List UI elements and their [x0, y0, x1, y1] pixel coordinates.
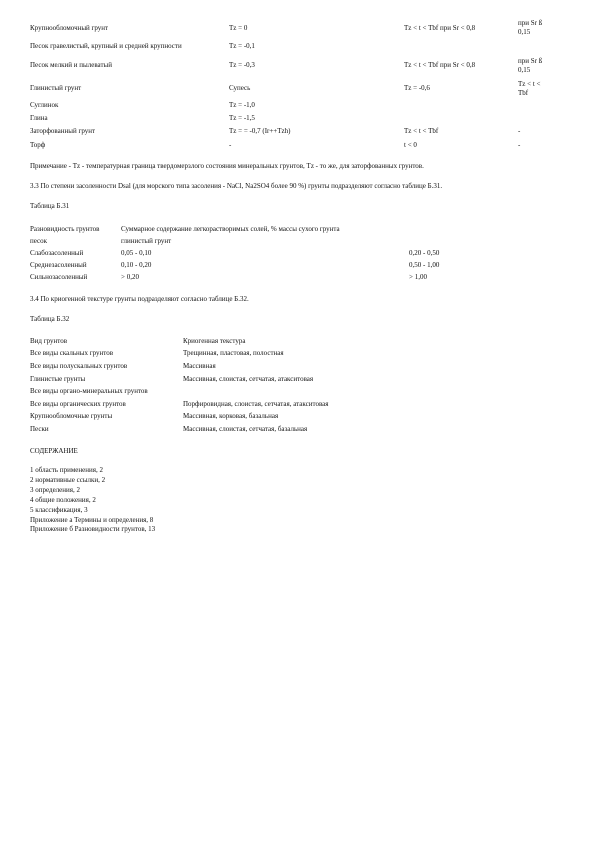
table-cell: Среднезасоленный — [30, 261, 87, 269]
table-cell: 0,10 - 0,20 — [121, 261, 152, 269]
table-cell: при Sr ß — [518, 57, 543, 65]
table-cell: Все виды скальных грунтов — [30, 349, 114, 357]
table-cell: Массивная, слоистая, сетчатая, базальная — [183, 425, 308, 433]
table-31-caption: Таблица Б.31 — [30, 202, 70, 210]
table-cell: при Sr ß — [518, 19, 543, 27]
table-cell: Заторфованный грунт — [30, 127, 96, 135]
table-cell: Tz = -1,0 — [229, 101, 255, 109]
table-cell: > 0,20 — [121, 273, 139, 281]
table-cell: Песок мелкий и пылеватый — [30, 61, 112, 69]
toc-item[interactable]: 3 определения, 2 — [30, 486, 80, 494]
table-cell: Порфировидная, слоистая, сетчатая, атакситовая — [183, 400, 329, 408]
table-cell: 0,50 - 1,00 — [409, 261, 440, 269]
table-cell: Пески — [30, 425, 49, 433]
table-cell: Tz = = -0,7 (Ir++Tzh) — [229, 127, 291, 135]
paragraph-3-4: 3.4 По криогенной текстуре грунты подразделяют согласно таблице Б.32. — [30, 295, 249, 303]
table-cell: Tz < t < — [518, 80, 541, 88]
table-header-cell: глинистый грунт — [121, 237, 172, 245]
toc-title: СОДЕРЖАНИЕ — [30, 447, 78, 455]
table-cell: Глина — [30, 114, 48, 122]
table-header-cell: Суммарное содержание легкорастворимых солей, % массы сухого грунта — [121, 225, 340, 233]
table-header-cell: Разновидность грунтов — [30, 225, 100, 233]
table-header-cell: песок — [30, 237, 48, 245]
table-cell: 0,15 — [518, 66, 531, 74]
table-cell: Tz = 0 — [229, 24, 248, 32]
table-cell: Массивная, корковая, базальная — [183, 412, 279, 420]
table-cell: - — [518, 141, 521, 149]
toc-item[interactable]: 5 классификация, 3 — [30, 506, 88, 514]
table-cell: Крупнообломочный грунт — [30, 24, 109, 32]
table-cell: Супесь — [229, 84, 251, 92]
table-cell: Tz < t < Tbf при Sr < 0,8 — [404, 61, 476, 69]
toc-item[interactable]: 2 нормативные ссылки, 2 — [30, 476, 106, 484]
table-cell: Трещинная, пластовая, полостная — [183, 349, 284, 357]
toc-item[interactable]: Приложение а Термины и определения, 8 — [30, 516, 154, 524]
table-cell: Глинистый грунт — [30, 84, 82, 92]
table-cell: 0,20 - 0,50 — [409, 249, 440, 257]
toc-item[interactable]: 4 общие положения, 2 — [30, 496, 96, 504]
table-cell: Сильнозасоленный — [30, 273, 88, 281]
table-cell: Слабозасоленный — [30, 249, 84, 257]
table-cell: Tz = -1,5 — [229, 114, 255, 122]
table-header-cell: Криогенная текстура — [183, 337, 246, 345]
toc-item[interactable]: Приложение б Разновидности грунтов, 13 — [30, 525, 156, 533]
paragraph-3-3: 3.3 По степени засоленности Dsal (для морского типа засоления - NaCl, Na2SO4 более 90 %) грунты подразделяют согласно таблице Б.31. — [30, 182, 443, 190]
table-cell: - — [518, 127, 521, 135]
table-cell: > 1,00 — [409, 273, 427, 281]
table-cell: Песок гравелистый, крупный и средней крупности — [30, 42, 182, 50]
table-cell: 0,05 - 0,10 — [121, 249, 152, 257]
table-cell: Крупнообломочные грунты — [30, 412, 113, 420]
table-header-cell: Вид грунтов — [30, 337, 68, 345]
table-cell: Tz = -0,6 — [404, 84, 430, 92]
table-cell: Все виды органических грунтов — [30, 400, 126, 408]
table-cell: Tz < t < Tbf — [404, 127, 439, 135]
table-note: Примечание - Tz - температурная граница твердомерзлого состояния минеральных грунтов, Tz - то же, для заторфованных грунтов. — [30, 162, 424, 170]
table-cell: 0,15 — [518, 28, 531, 36]
table-cell: t < 0 — [404, 141, 417, 149]
table-cell: Суглинок — [30, 101, 59, 109]
table-cell: Массивная — [183, 362, 216, 370]
table-32-caption: Таблица Б.32 — [30, 315, 70, 323]
toc-item[interactable]: 1 область применения, 2 — [30, 466, 103, 474]
table-cell: Глинистые грунты — [30, 375, 86, 383]
table-cell: Tz = -0,1 — [229, 42, 255, 50]
table-cell: Tbf — [518, 89, 529, 97]
table-cell: Tz = -0,3 — [229, 61, 255, 69]
table-cell: Массивная, слоистая, сетчатая, атакситовая — [183, 375, 314, 383]
table-cell: Все виды полускальных грунтов — [30, 362, 128, 370]
table-cell: Tz < t < Tbf при Sr < 0,8 — [404, 24, 476, 32]
table-cell: - — [229, 141, 232, 149]
table-cell: Все виды органо-минеральных грунтов — [30, 387, 148, 395]
table-cell: Торф — [30, 141, 46, 149]
